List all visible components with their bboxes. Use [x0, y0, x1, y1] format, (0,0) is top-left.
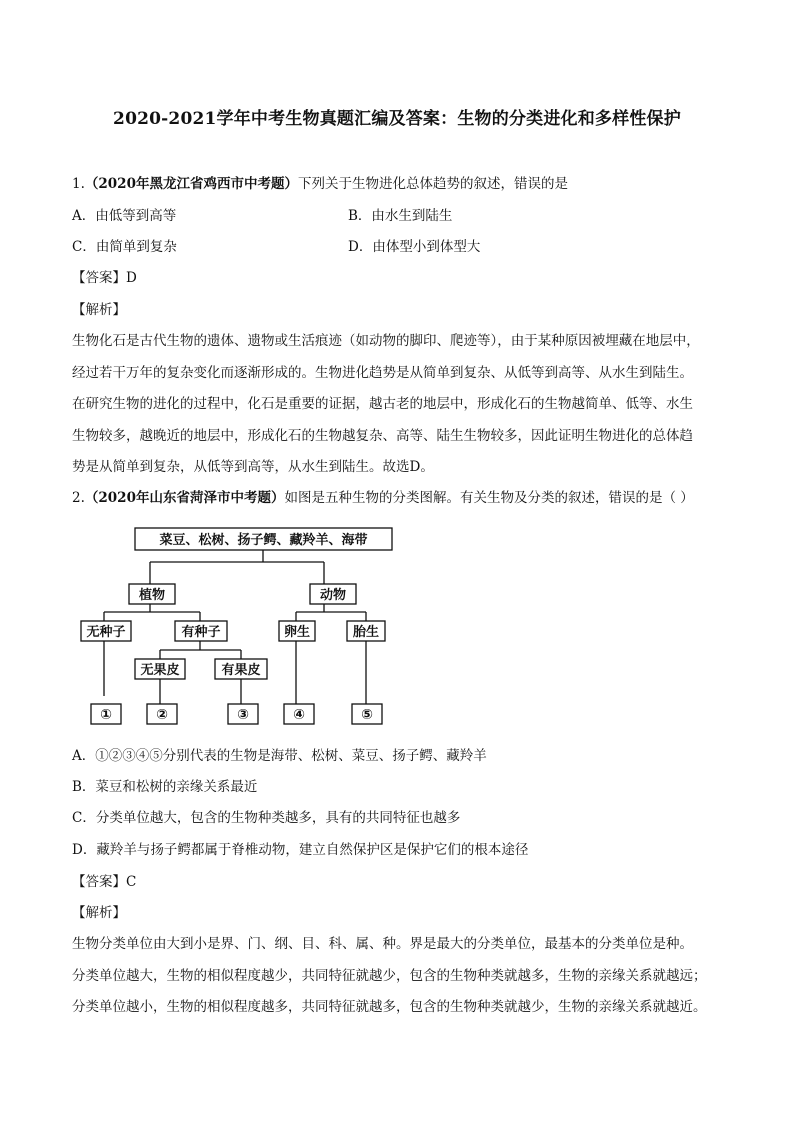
q2-option-c: C．分类单位越大，包含的生物种类越多，具有的共同特征也越多	[72, 810, 461, 826]
diagram-leaf-3: ③	[237, 707, 249, 723]
diagram-plant-label: 植物	[138, 588, 166, 603]
q2-option-a: A．①②③④⑤分别代表的生物是海带、松树、菜豆、扬子鳄、藏羚羊	[72, 748, 487, 764]
q2-analysis-text	[72, 929, 722, 1024]
diagram-animal-label: 动物	[319, 588, 347, 603]
document-title: 2020-2021学年中考生物真题汇编及答案：生物的分类进化和多样性保护	[113, 109, 681, 129]
diagram-leaf-1: ①	[100, 707, 112, 723]
classification-diagram	[78, 522, 398, 732]
q1-option-d: D．由体型小到体型大	[348, 239, 481, 255]
diagram-leaf-5: ⑤	[361, 707, 373, 723]
q1-option-b: B．由水生到陆生	[348, 208, 453, 224]
q2-answer: 【答案】C	[72, 874, 137, 890]
q2-analysis-label: 【解析】	[72, 905, 126, 921]
q1-option-c: C．由简单到复杂	[72, 239, 177, 255]
question-stem: 下列关于生物进化总体趋势的叙述，错误的是	[297, 176, 568, 192]
q2-option-b: B．菜豆和松树的亲缘关系最近	[72, 779, 258, 795]
question-source: （2020年黑龙江省鸡西市中考题）	[84, 176, 298, 192]
diagram-leaf-4: ④	[293, 707, 305, 723]
question-1-stem-line	[72, 174, 568, 194]
question-stem: 如图是五种生物的分类图解。有关生物及分类的叙述，错误的是（ ）	[284, 490, 694, 506]
question-number: 1.	[72, 176, 85, 192]
diagram-leaf-2: ②	[156, 707, 168, 723]
analysis-line: 经过若干万年的复杂变化而逐渐形成的。生物进化趋势是从简单到复杂、从低等到高等、从水生到陆生。	[72, 364, 693, 381]
q1-analysis-text	[72, 326, 722, 484]
diagram-has-seed-label: 有种子	[181, 625, 221, 640]
analysis-line: 生物较多，越晚近的地层中，形成化石的生物越复杂、高等、陆生生物较多，因此证明生物进化的总体趋	[72, 427, 693, 444]
question-source: （2020年山东省菏泽市中考题）	[84, 490, 285, 506]
analysis-line: 生物化石是古代生物的遗体、遗物或生活痕迹（如动物的脚印、爬迹等），由于某种原因被埋藏在地层中，	[72, 333, 700, 349]
diagram-root-label: 菜豆、松树、扬子鳄、藏羚羊、海带	[159, 533, 368, 548]
analysis-line: 分类单位越小，生物的相似程度越多，共同特征就越多，包含的生物种类就越少，生物的亲缘关系就越近。	[72, 999, 707, 1015]
analysis-line: 在研究生物的进化的过程中，化石是重要的证据，越古老的地层中，形成化石的生物越简单、低等、水生	[72, 396, 693, 412]
diagram-no-pericarp-label: 无果皮	[140, 663, 180, 678]
question-number: 2.	[72, 490, 85, 506]
q1-option-a: A．由低等到高等	[72, 208, 177, 224]
question-2-stem-line	[72, 488, 694, 508]
diagram-has-pericarp-label: 有果皮	[221, 663, 261, 678]
analysis-line: 势是从简单到复杂，从低等到高等，从水生到陆生。故选D。	[72, 459, 434, 475]
diagram-oviparous-label: 卵生	[283, 625, 311, 640]
q2-option-d: D．藏羚羊与扬子鳄都属于脊椎动物，建立自然保护区是保护它们的根本途径	[72, 842, 529, 858]
diagram-no-seed-label: 无种子	[86, 625, 126, 640]
analysis-line: 生物分类单位由大到小是界、门、纲、目、科、属、种。界是最大的分类单位，最基本的分类单位是种。	[72, 936, 693, 952]
diagram-viviparous-label: 胎生	[352, 625, 380, 640]
q1-analysis-label: 【解析】	[72, 302, 126, 318]
q1-answer: 【答案】D	[72, 270, 137, 286]
analysis-line: 分类单位越大，生物的相似程度越少，共同特征就越少，包含的生物种类就越多，生物的亲缘关系就越远；	[72, 967, 707, 984]
